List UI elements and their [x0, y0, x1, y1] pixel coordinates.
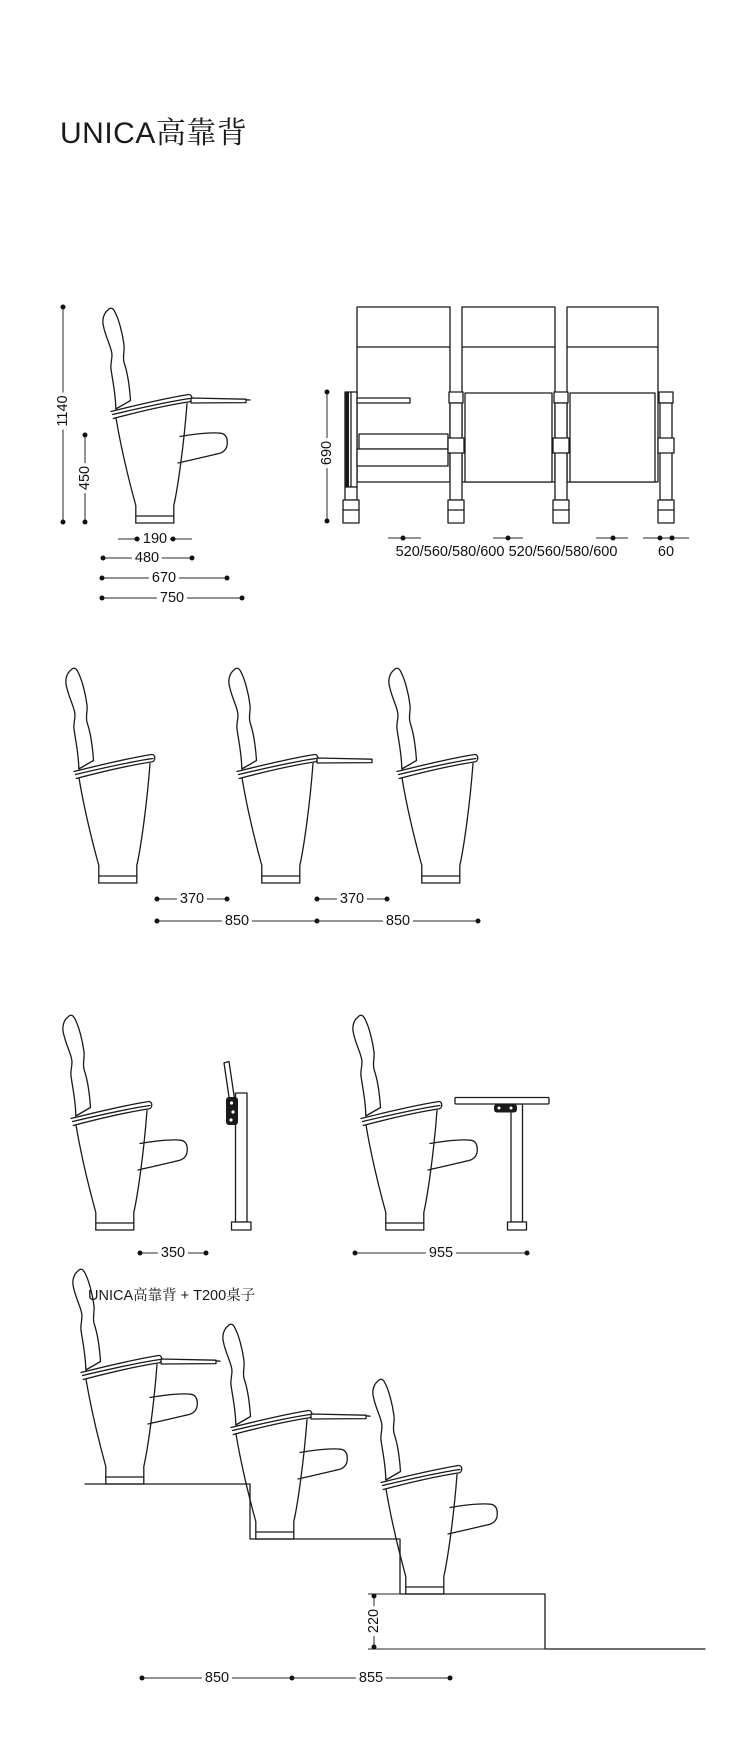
dim-label-armrest-height: 450 [77, 463, 94, 493]
dim-label-clearance-b: 370 [337, 891, 367, 908]
dim-label-row-pitch-b: 850 [383, 913, 413, 930]
side-view-chair [103, 308, 250, 523]
stepped-rows-view [73, 1269, 705, 1680]
dim-label-seat-depth: 480 [132, 550, 162, 567]
dim-label-row-pitch-a: 850 [222, 913, 252, 930]
dim-label-total-height: 1140 [55, 392, 72, 429]
table-combo-caption: UNICA高靠背 + T200桌子 [88, 1288, 256, 1304]
page-title: UNICA高靠背 [60, 117, 248, 150]
dim-label-base-depth: 190 [140, 531, 170, 548]
dim-label-clearance-a: 370 [177, 891, 207, 908]
dim-label-table-open: 955 [426, 1245, 456, 1262]
dim-label-seat-width-a: 520/560/580/600 [395, 543, 505, 560]
dim-label-seat-top-height: 690 [319, 438, 336, 468]
dim-label-tablet-depth: 670 [149, 570, 179, 587]
dim-label-step-pitch-b: 855 [356, 1670, 386, 1687]
table-combo-view [63, 1015, 549, 1255]
t200-table-folded [224, 1062, 251, 1231]
dim-label-step-riser: 220 [366, 1606, 383, 1636]
dim-label-leg-width: 60 [657, 543, 675, 560]
stepped-floor-line [85, 1484, 705, 1649]
dim-label-seat-width-b: 520/560/580/600 [508, 543, 618, 560]
row-spacing-view [66, 668, 481, 923]
front-view-row [343, 307, 674, 523]
dim-label-total-depth: 750 [157, 590, 187, 607]
dim-label-step-pitch-a: 850 [202, 1670, 232, 1687]
dim-label-table-folded: 350 [158, 1245, 188, 1262]
t200-table-open [455, 1098, 549, 1231]
